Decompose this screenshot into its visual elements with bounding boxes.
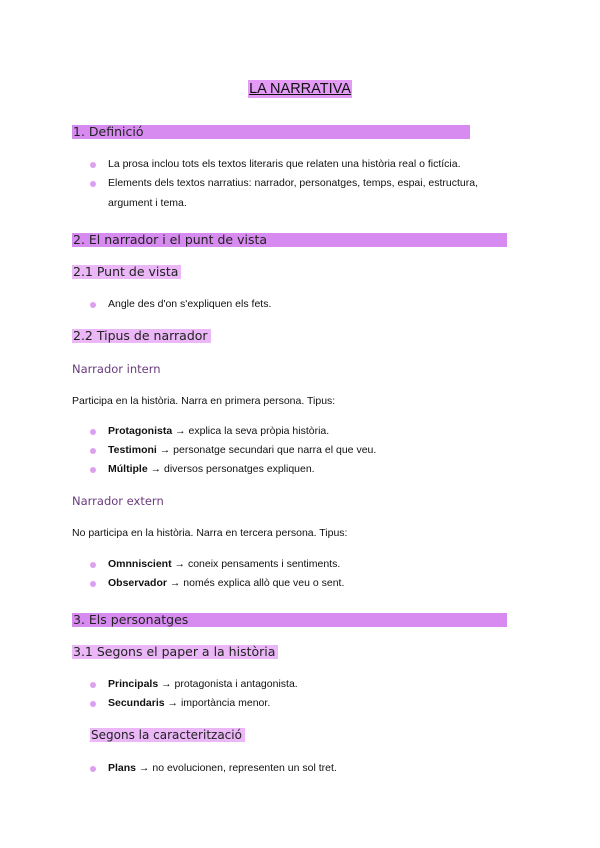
- section-heading-narrador: 2. El narrador i el punt de vista: [72, 233, 507, 247]
- list-item-term: Principals: [108, 678, 159, 690]
- bullet-icon: [90, 682, 96, 688]
- list-item-continuation: argument i tema.: [108, 197, 187, 209]
- list-item-desc: → només explica allò que veu o sent.: [166, 577, 345, 589]
- list-item: [108, 557, 340, 571]
- list-item-term: Protagonista: [108, 425, 173, 437]
- list-item: [108, 677, 298, 691]
- subsection-heading-caracteritzacio: Segons la caracterització: [90, 728, 245, 742]
- bullet-icon: [90, 562, 96, 568]
- section-heading-personatges: 3. Els personatges: [72, 613, 507, 627]
- bullet-icon: [90, 181, 96, 187]
- list-item: Elements dels textos narratius: narrador, personatges, temps, espai, estructura,: [108, 177, 479, 189]
- list-item-term: Testimoni: [108, 444, 157, 456]
- bullet-icon: [90, 162, 96, 168]
- paragraph: No participa en la història. Narra en tercera persona. Tipus:: [72, 527, 348, 539]
- list-item-term: Secundaris: [108, 697, 165, 709]
- paragraph: Participa en la història. Narra en primera persona. Tipus:: [72, 395, 336, 407]
- list-item-desc: → personatge secundari que narra el que veu.: [156, 444, 377, 456]
- list-item: [108, 761, 337, 775]
- list-item: Angle des d'on s'expliquen els fets.: [108, 298, 272, 310]
- bullet-icon: [90, 766, 96, 772]
- list-item: [108, 462, 315, 476]
- list-item-desc: → coneix pensaments i sentiments.: [171, 558, 341, 570]
- list-item-desc: → diversos personatges expliquen.: [147, 463, 315, 475]
- heading-narrador-intern: Narrador intern: [72, 362, 161, 376]
- list-item-desc: → no evolucionen, representen un sol tret.: [136, 762, 337, 774]
- list-item-desc: → importància menor.: [164, 697, 271, 709]
- bullet-icon: [90, 429, 96, 435]
- bullet-icon: [90, 467, 96, 473]
- bullet-icon: [90, 581, 96, 587]
- list-item-desc: → explica la seva pròpia història.: [172, 425, 330, 437]
- list-item: La prosa inclou tots els textos literaris que relaten una història real o fictícia.: [108, 158, 461, 170]
- subsection-heading-paper: 3.1 Segons el paper a la història: [72, 645, 278, 659]
- list-item: [108, 696, 270, 710]
- list-item-term: Omnniscient: [108, 558, 172, 570]
- page-title: [0, 81, 600, 97]
- list-item-term: Múltiple: [108, 463, 148, 475]
- heading-narrador-extern: Narrador extern: [72, 494, 164, 508]
- bullet-icon: [90, 448, 96, 454]
- bullet-icon: [90, 701, 96, 707]
- list-item-desc: → protagonista i antagonista.: [158, 678, 298, 690]
- list-item: [108, 424, 329, 438]
- section-heading-definicio: 1. Definició: [72, 125, 470, 139]
- list-item-term: Observador: [108, 577, 167, 589]
- page-title-text: LA NARRATIVA: [249, 81, 351, 97]
- bullet-icon: [90, 302, 96, 308]
- subsection-heading-punt-de-vista: 2.1 Punt de vista: [72, 265, 181, 279]
- list-item: [108, 443, 376, 457]
- subsection-heading-tipus-narrador: 2.2 Tipus de narrador: [72, 329, 211, 343]
- list-item: [108, 576, 344, 590]
- list-item-term: Plans: [108, 762, 137, 774]
